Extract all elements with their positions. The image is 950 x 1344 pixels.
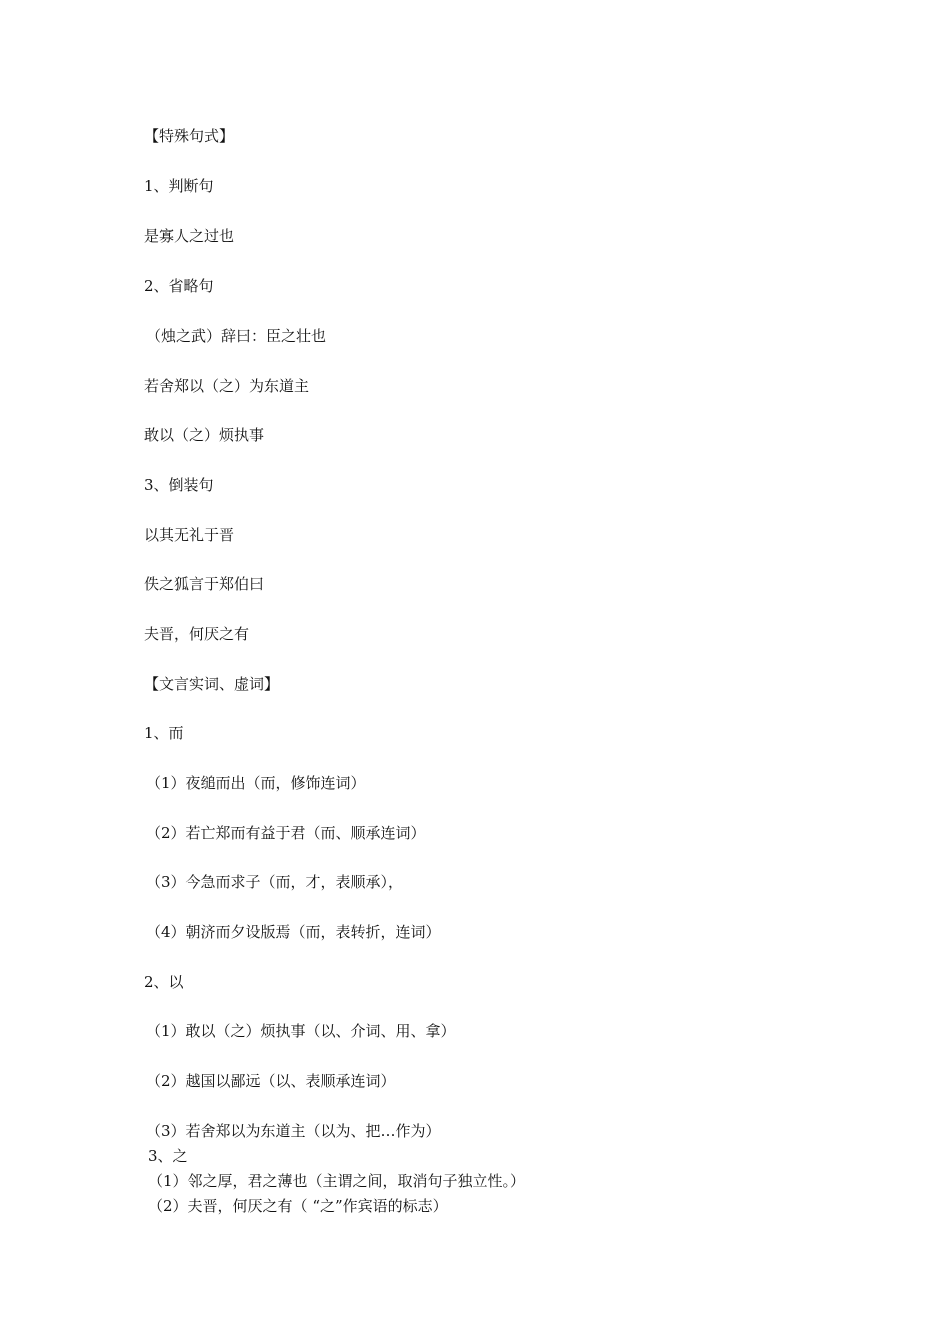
example-line: （2）若亡郑而有益于君（而、顺承连词） <box>146 824 426 842</box>
section-heading-special-sentences: 【特殊句式】 <box>144 127 235 145</box>
example-line: （3）若舍郑以为东道主（以为、把…作为） <box>146 1122 441 1140</box>
example-line: 夫晋，何厌之有 <box>144 625 250 643</box>
example-line: （2）越国以鄙远（以、表顺承连词） <box>146 1072 396 1090</box>
heading-er: 1、而 <box>144 724 184 742</box>
example-line: （烛之武）辞曰：臣之壮也 <box>146 327 327 345</box>
example-line: （4）朝济而夕设版焉（而，表转折，连词） <box>146 923 441 941</box>
heading-ellipsis-sentence: 2、省略句 <box>144 277 214 295</box>
heading-zhi: 3、之 <box>148 1147 188 1165</box>
example-line: 若舍郑以（之）为东道主 <box>144 377 310 395</box>
example-line: （2）夫晋，何厌之有（ “之”作宾语的标志） <box>148 1197 448 1215</box>
example-line: （1）邻之厚，君之薄也（主谓之间，取消句子独立性。） <box>148 1172 526 1190</box>
section-heading-function-words: 【文言实词、虚词】 <box>144 675 280 693</box>
example-line: 是寡人之过也 <box>144 227 235 245</box>
heading-yi: 2、以 <box>144 973 184 991</box>
example-line: 以其无礼于晋 <box>144 526 235 544</box>
example-line: 敢以（之）烦执事 <box>144 426 265 444</box>
example-line: 佚之狐言于郑伯曰 <box>144 575 265 593</box>
heading-judgment-sentence: 1、判断句 <box>144 177 214 195</box>
example-line: （3）今急而求子（而，才，表顺承）， <box>146 873 404 891</box>
heading-inverted-sentence: 3、倒装句 <box>144 476 214 494</box>
example-line: （1）敢以（之）烦执事（以、介词、用、拿） <box>146 1022 456 1040</box>
example-line: （1）夜缒而出（而，修饰连词） <box>146 774 366 792</box>
